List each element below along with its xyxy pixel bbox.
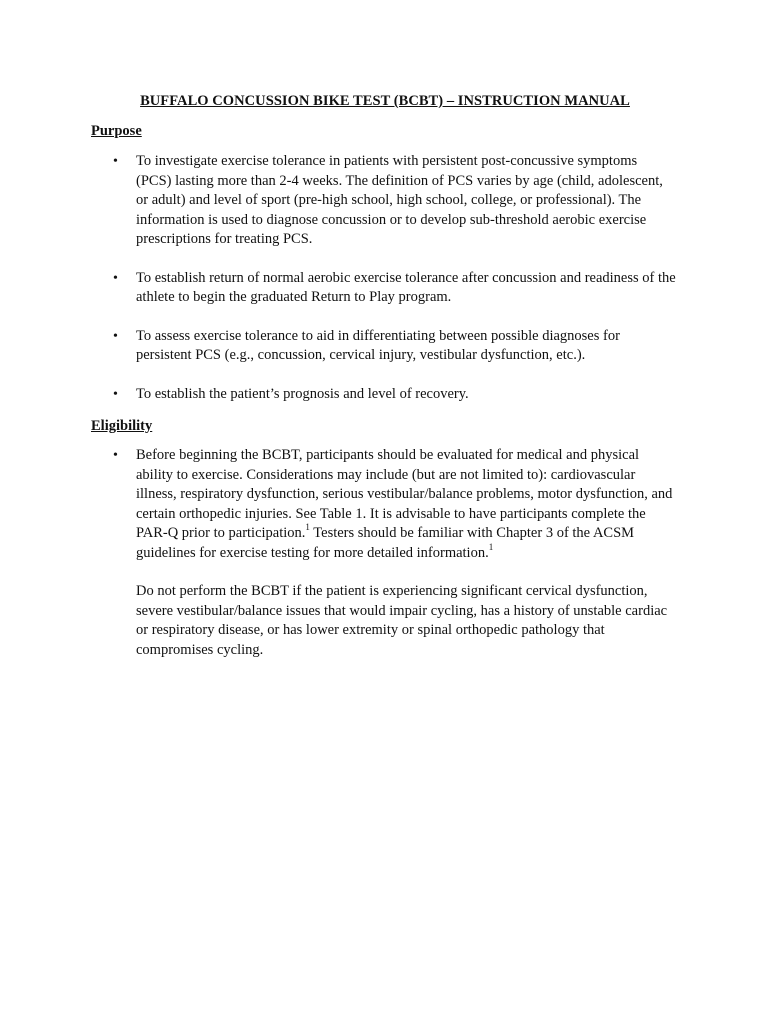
eligibility-bullet-list: [0, 446, 676, 563]
purpose-bullet-text: To assess exercise tolerance to aid in differentiating between possible diagnoses for persistent PCS (e.g., concussion, cervical injury, vestibular dysfunction, etc.).: [136, 327, 620, 363]
list-item: [0, 152, 676, 250]
bullet-icon: •: [113, 270, 118, 286]
bullet-icon: •: [113, 328, 118, 344]
footnote-ref: 1: [305, 522, 310, 533]
purpose-heading: Purpose: [91, 123, 142, 139]
list-item: [0, 269, 676, 308]
bullet-icon: •: [113, 386, 118, 402]
bullet-icon: •: [113, 154, 118, 169]
bullet-icon: •: [113, 448, 118, 463]
purpose-bullet-text: To establish return of normal aerobic exercise tolerance after concussion and readiness of the athlete to begin the graduated Return to Play program.: [136, 269, 676, 305]
document-title: BUFFALO CONCUSSION BIKE TEST (BCBT) – INSTRUCTION MANUAL: [140, 93, 630, 109]
eligibility-bullet-text-part1: Before beginning the BCBT, participants should be evaluated for medical and physical ability to exercise. Considerations may include (but are not limited to): cardiovascular illness, respiratory dysfunction, serious vestibular/balance problems, motor dysfunction, and certain orthopedic injuries. See Table 1. It is advisable to have participants complete the PAR-Q prior to participation.: [136, 447, 673, 541]
eligibility-heading: Eligibility: [91, 418, 153, 434]
list-item: [0, 327, 676, 366]
purpose-bullet-text: To establish the patient’s prognosis and level of recovery.: [136, 385, 469, 402]
list-item: [0, 385, 676, 405]
footnote-ref: 1: [488, 541, 494, 552]
purpose-bullet-text: To investigate exercise tolerance in patients with persistent post-concussive symptoms (PCS) lasting more than 2-4 weeks. The definition of PCS varies by age (child, adolescent, or adult) and level of sport (pre-high school, high school, college, or professional). The information is used to diagnose concussion or to develop sub-threshold aerobic exercise prescriptions for treating PCS.: [136, 153, 663, 247]
list-item: [0, 446, 676, 563]
eligibility-bullet-text-part2: Testers should be familiar with Chapter 3 of the ACSM guidelines for exercise testing for more detailed information.: [136, 525, 635, 561]
purpose-bullet-list: [0, 152, 676, 423]
eligibility-paragraph: Do not perform the BCBT if the patient is experiencing significant cervical dysfunction, severe vestibular/balance issues that would impair cycling, has a history of unstable cardiac or respiratory disease, or has lower extremity or spinal orthopedic pathology that compromises cycling.: [136, 583, 668, 658]
